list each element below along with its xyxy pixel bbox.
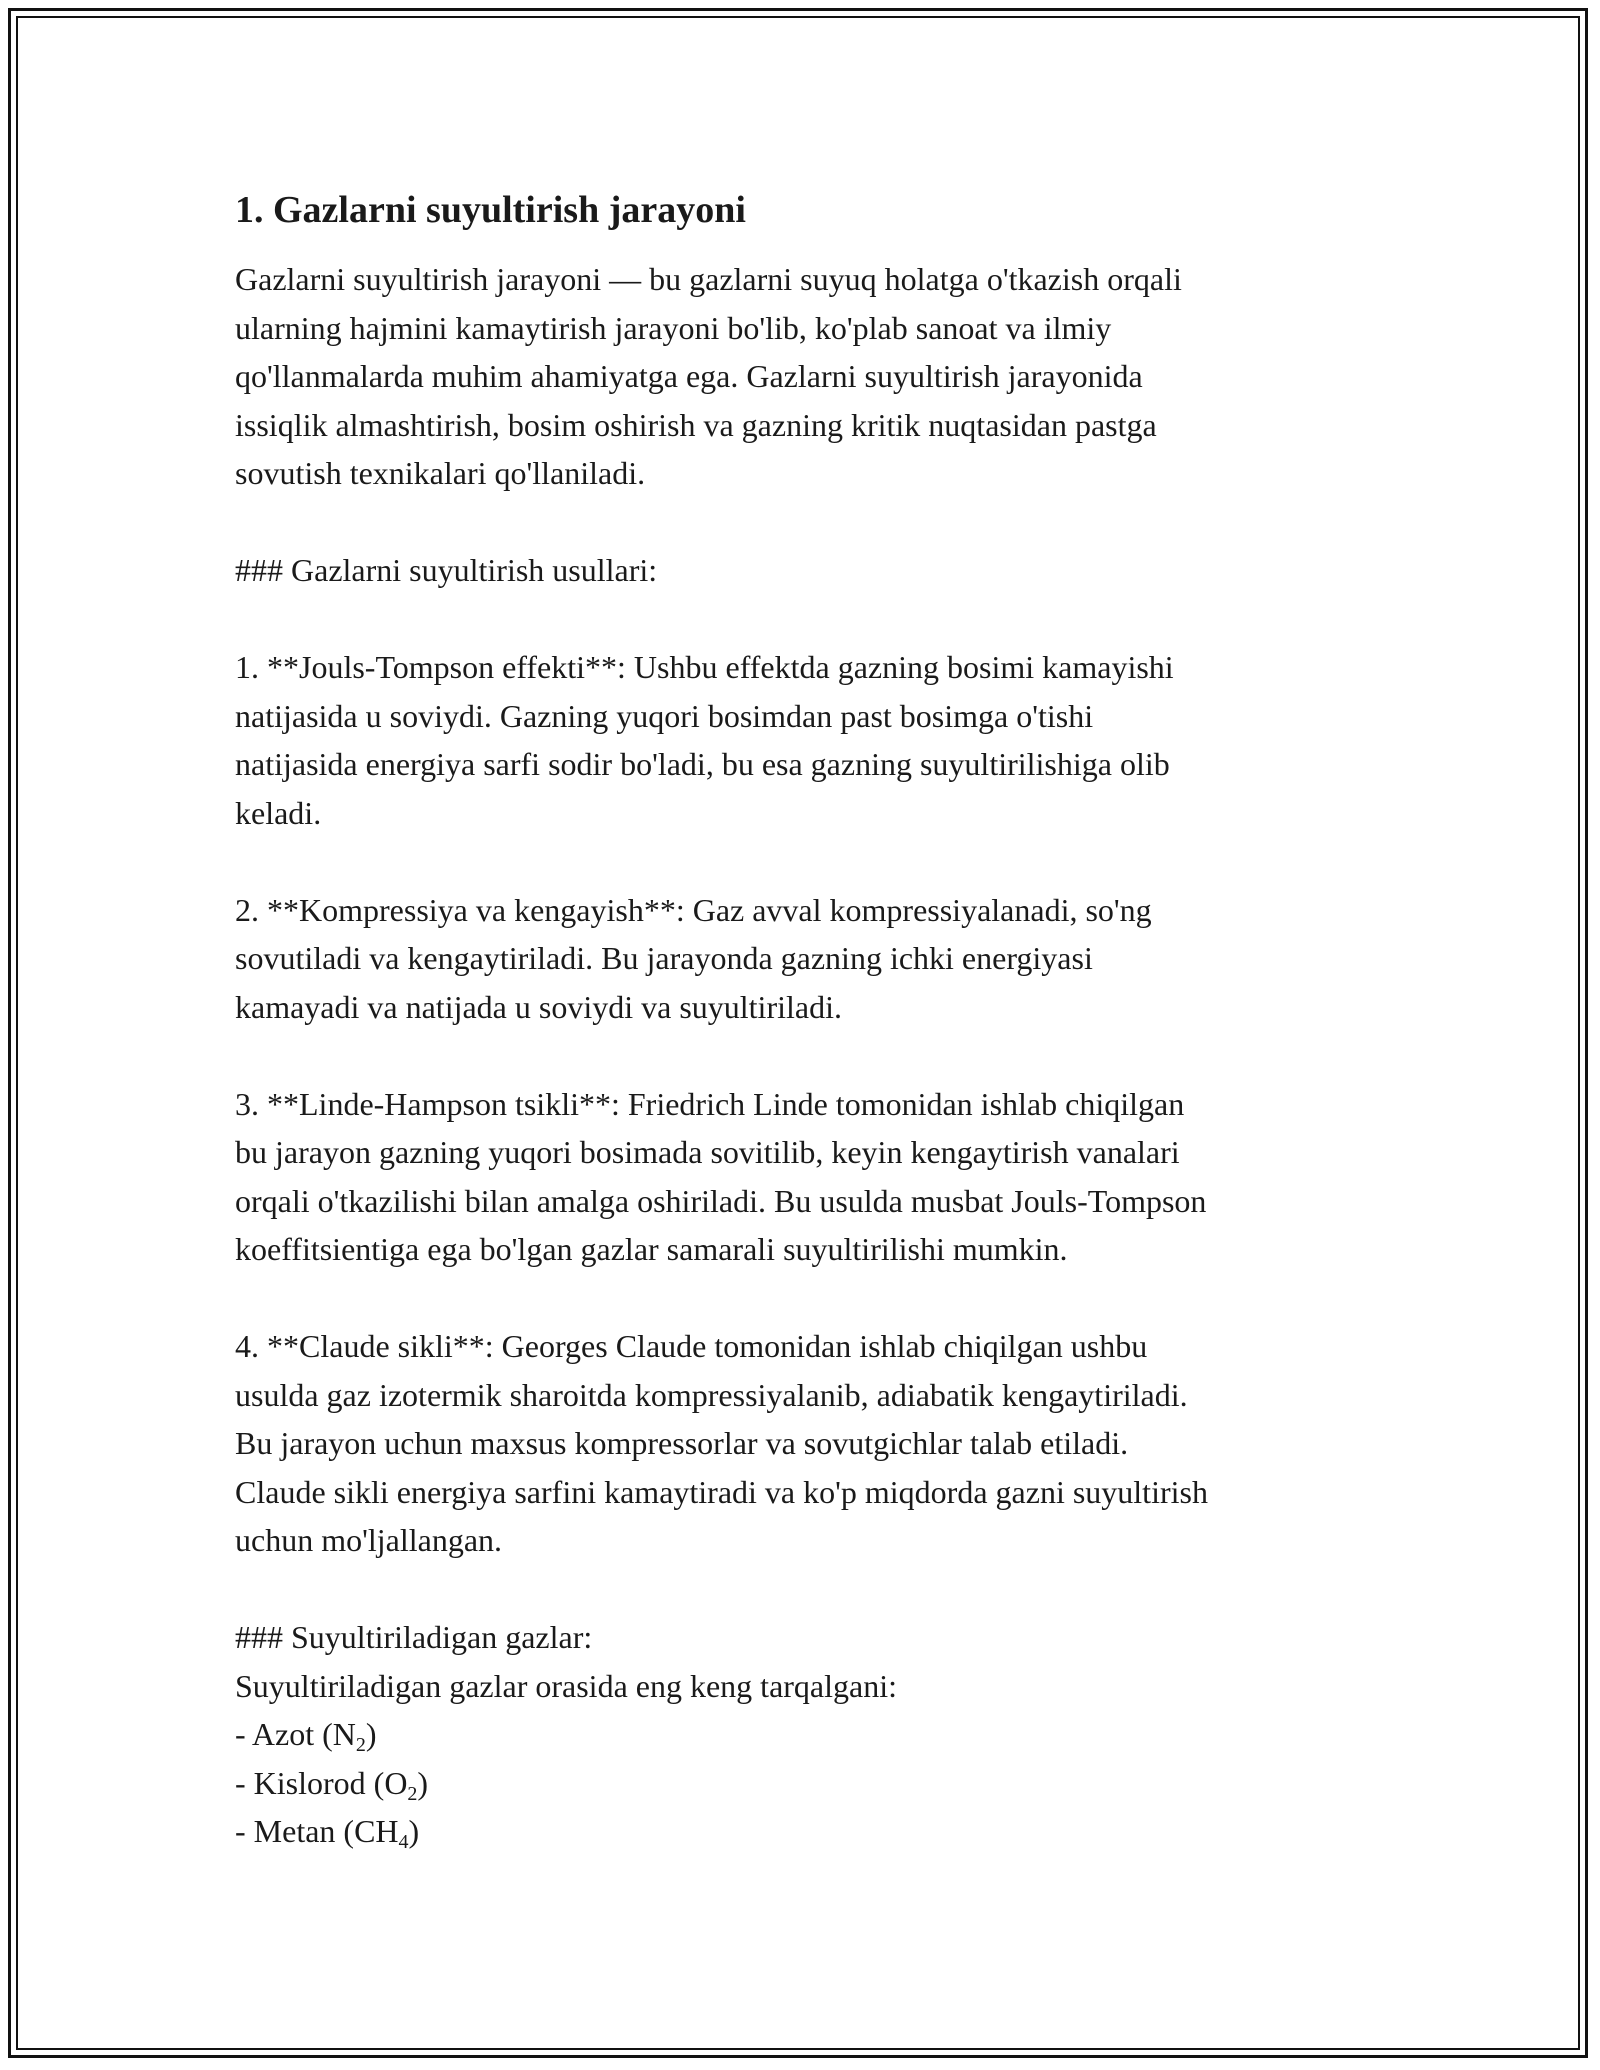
intro-line: qo'llanmalarda muhim ahamiyatga ega. Gazlarni suyultirish jarayonida [235, 358, 1143, 394]
method-item-kompressiya [235, 886, 1375, 1032]
method-line: Bu jarayon uchun maxsus kompressorlar va sovutgichlar talab etiladi. [235, 1425, 1129, 1461]
methods-heading [235, 546, 1375, 595]
method-line: kamayadi va natijada u soviydi va suyultiriladi. [235, 988, 842, 1025]
method-item-linde-hampson [235, 1080, 1375, 1274]
method-line: orqali o'tkazilishi bilan amalga oshiriladi. Bu usulda musbat Jouls-Tompson [235, 1182, 1207, 1219]
intro-line: sovutish texnikalari qo'llaniladi. [235, 455, 646, 491]
method-line: 2. **Kompressiya va kengayish**: Gaz avval kompressiyalanadi, so'ng [235, 891, 1152, 928]
method-line: sovutiladi va kengaytiriladi. Bu jarayonda gazning ichki energiyasi [235, 940, 1093, 976]
intro-line: Gazlarni suyultirish jarayoni — bu gazlarni suyuq holatga o'tkazish orqali [235, 261, 1182, 297]
method-item-claude [235, 1322, 1375, 1565]
intro-line: issiqlik almashtirish, bosim oshirish va gazning kritik nuqtasidan pastga [235, 406, 1157, 443]
method-line: natijasida energiya sarfi sodir bo'ladi, bu esa gazning suyultirilishiga olib [235, 746, 1170, 782]
method-line: 4. **Claude sikli**: Georges Claude tomonidan ishlab chiqilgan ushbu [235, 1328, 1148, 1364]
method-line: natijasida u soviydi. Gazning yuqori bosimdan past bosimga o'tishi [235, 697, 1094, 734]
method-line: usulda gaz izotermik sharoitda kompressiyalanib, adiabatik kengaytiriladi. [235, 1376, 1188, 1413]
gases-heading: ### Suyultiriladigan gazlar: [235, 1619, 593, 1655]
method-line: koeffitsientiga ega bo'lgan gazlar samarali suyultirilishi mumkin. [235, 1231, 1068, 1267]
method-line: Claude sikli energiya sarfini kamaytiradi va ko'p miqdorda gazni suyultirish [235, 1473, 1208, 1510]
method-line: keladi. [235, 794, 322, 831]
gases-section [235, 1613, 1375, 1856]
gases-intro: Suyultiriladigan gazlar orasida eng keng tarqalgani: [235, 1667, 897, 1704]
intro-paragraph [235, 255, 1375, 498]
gas-list-item: - Azot $(N_2)$ [235, 1716, 377, 1756]
document-title: 1. Gazlarni suyultirish jarayoni [235, 189, 746, 231]
methods-heading-text: ### Gazlarni suyultirish usullari: [235, 552, 658, 588]
intro-line: ularning hajmini kamaytirish jarayoni bo'lib, ko'plab sanoat va ilmiy [235, 309, 1112, 346]
method-line: uchun mo'ljallangan. [235, 1522, 503, 1558]
gas-list-item: - Metan $(CH_4)$ [235, 1813, 420, 1853]
gas-list-item: - Kislorod $(O_2)$ [235, 1764, 429, 1805]
method-item-jouls-tompson [235, 643, 1375, 837]
method-line: bu jarayon gazning yuqori bosimada sovitilib, keyin kengaytirish vanalari [235, 1134, 1180, 1170]
method-line: 3. **Linde-Hampson tsikli**: Friedrich Linde tomonidan ishlab chiqilgan [235, 1085, 1185, 1122]
document-body [235, 186, 1375, 1856]
method-line: 1. **Jouls-Tompson effekti**: Ushbu effektda gazning bosimi kamayishi [235, 649, 1174, 685]
